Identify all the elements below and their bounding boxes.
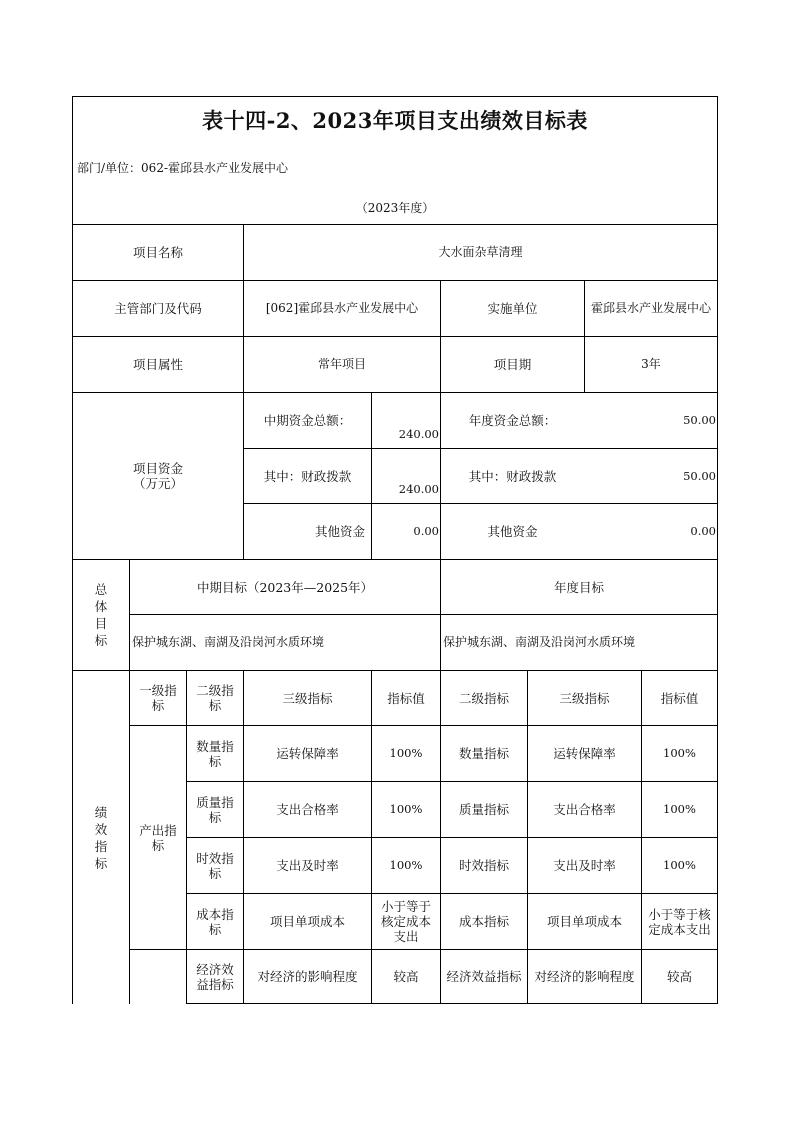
header-level2: 二级指 标 <box>186 670 243 725</box>
header-year-value: 指标值 <box>641 670 718 725</box>
header-level3: 三级指标 <box>243 670 371 725</box>
year-other-value: 0.00 <box>584 503 718 559</box>
table-row-year-value: 较高 <box>641 949 718 1004</box>
year-fiscal-value: 50.00 <box>584 448 718 503</box>
mid-other-value: 0.00 <box>371 503 440 559</box>
period-value: 3年 <box>584 336 718 392</box>
table-row-level2: 数量指 标 <box>186 725 243 781</box>
year-goal-header: 年度目标 <box>440 559 718 614</box>
year-other-label: 其他资金 <box>440 503 584 559</box>
table-row-value: 100% <box>371 725 440 781</box>
table-row-level2: 成本指 标 <box>186 893 243 949</box>
department-line: 部门/单位：062-霍邱县水产业发展中心 <box>72 144 718 192</box>
year-total-value: 50.00 <box>584 392 718 448</box>
year-line: （2023年度） <box>72 192 718 224</box>
benefit-indicator-label <box>129 949 186 1004</box>
funds-label: 项目资金 （万元） <box>72 392 243 559</box>
table-row-year-level2: 时效指标 <box>440 837 527 893</box>
table-row-year-level3: 支出及时率 <box>527 837 641 893</box>
year-fiscal-label: 其中：财政拨款 <box>440 448 584 503</box>
table-row-value: 较高 <box>371 949 440 1004</box>
table-row-year-level3: 项目单项成本 <box>527 893 641 949</box>
attr-value: 常年项目 <box>243 336 440 392</box>
table-title: 表十四-2、2023年项目支出绩效目标表 <box>72 96 718 144</box>
table-row-level3: 支出合格率 <box>243 781 371 837</box>
header-value: 指标值 <box>371 670 440 725</box>
table-row-year-value: 小于等于核 定成本支出 <box>641 893 718 949</box>
table-row-level2: 经济效 益指标 <box>186 949 243 1004</box>
table-row-value: 小于等于 核定成本 支出 <box>371 893 440 949</box>
table-row-level3: 项目单项成本 <box>243 893 371 949</box>
mid-fiscal-value: 240.00 <box>371 448 440 503</box>
header-year-level2: 二级指标 <box>440 670 527 725</box>
attr-label: 项目属性 <box>72 336 243 392</box>
project-name: 大水面杂草清理 <box>243 224 718 280</box>
mid-fiscal-label: 其中：财政拨款 <box>243 448 371 503</box>
table-row-year-value: 100% <box>641 725 718 781</box>
header-level1: 一级指 标 <box>129 670 186 725</box>
table-row-year-level2: 数量指标 <box>440 725 527 781</box>
indicators-label: 绩 效 指 标 <box>72 670 129 1004</box>
table-row-year-level2: 经济效益指标 <box>440 949 527 1004</box>
table-row-level3: 运转保障率 <box>243 725 371 781</box>
table-row-year-level3: 对经济的影响程度 <box>527 949 641 1004</box>
table-row-year-level3: 运转保障率 <box>527 725 641 781</box>
table-row-value: 100% <box>371 837 440 893</box>
output-indicator-label: 产出指 标 <box>129 725 186 949</box>
table-row-year-value: 100% <box>641 837 718 893</box>
table-row-level2: 质量指 标 <box>186 781 243 837</box>
mid-other-label: 其他资金 <box>243 503 371 559</box>
mid-total-label: 中期资金总额： <box>243 392 371 448</box>
impl-value: 霍邱县水产业发展中心 <box>584 280 718 336</box>
table-row-level2: 时效指 标 <box>186 837 243 893</box>
table-row-year-value: 100% <box>641 781 718 837</box>
table-row-level3: 对经济的影响程度 <box>243 949 371 1004</box>
table-row-value: 100% <box>371 781 440 837</box>
table-row-year-level2: 质量指标 <box>440 781 527 837</box>
header-year-level3: 三级指标 <box>527 670 641 725</box>
table-row-year-level2: 成本指标 <box>440 893 527 949</box>
mid-total-value: 240.00 <box>371 392 440 448</box>
goals-label: 总 体 目 标 <box>72 559 129 670</box>
dept-value: [062]霍邱县水产业发展中心 <box>243 280 440 336</box>
year-total-label: 年度资金总额： <box>440 392 584 448</box>
table-row-year-level3: 支出合格率 <box>527 781 641 837</box>
mid-goal-header: 中期目标（2023年—2025年） <box>129 559 440 614</box>
project-name-label: 项目名称 <box>72 224 243 280</box>
period-label: 项目期 <box>440 336 584 392</box>
impl-label: 实施单位 <box>440 280 584 336</box>
table-row-level3: 支出及时率 <box>243 837 371 893</box>
year-goal-text: 保护城东湖、南湖及沿岗河水质环境 <box>440 614 718 670</box>
mid-goal-text: 保护城东湖、南湖及沿岗河水质环境 <box>129 614 440 670</box>
dept-label: 主管部门及代码 <box>72 280 243 336</box>
